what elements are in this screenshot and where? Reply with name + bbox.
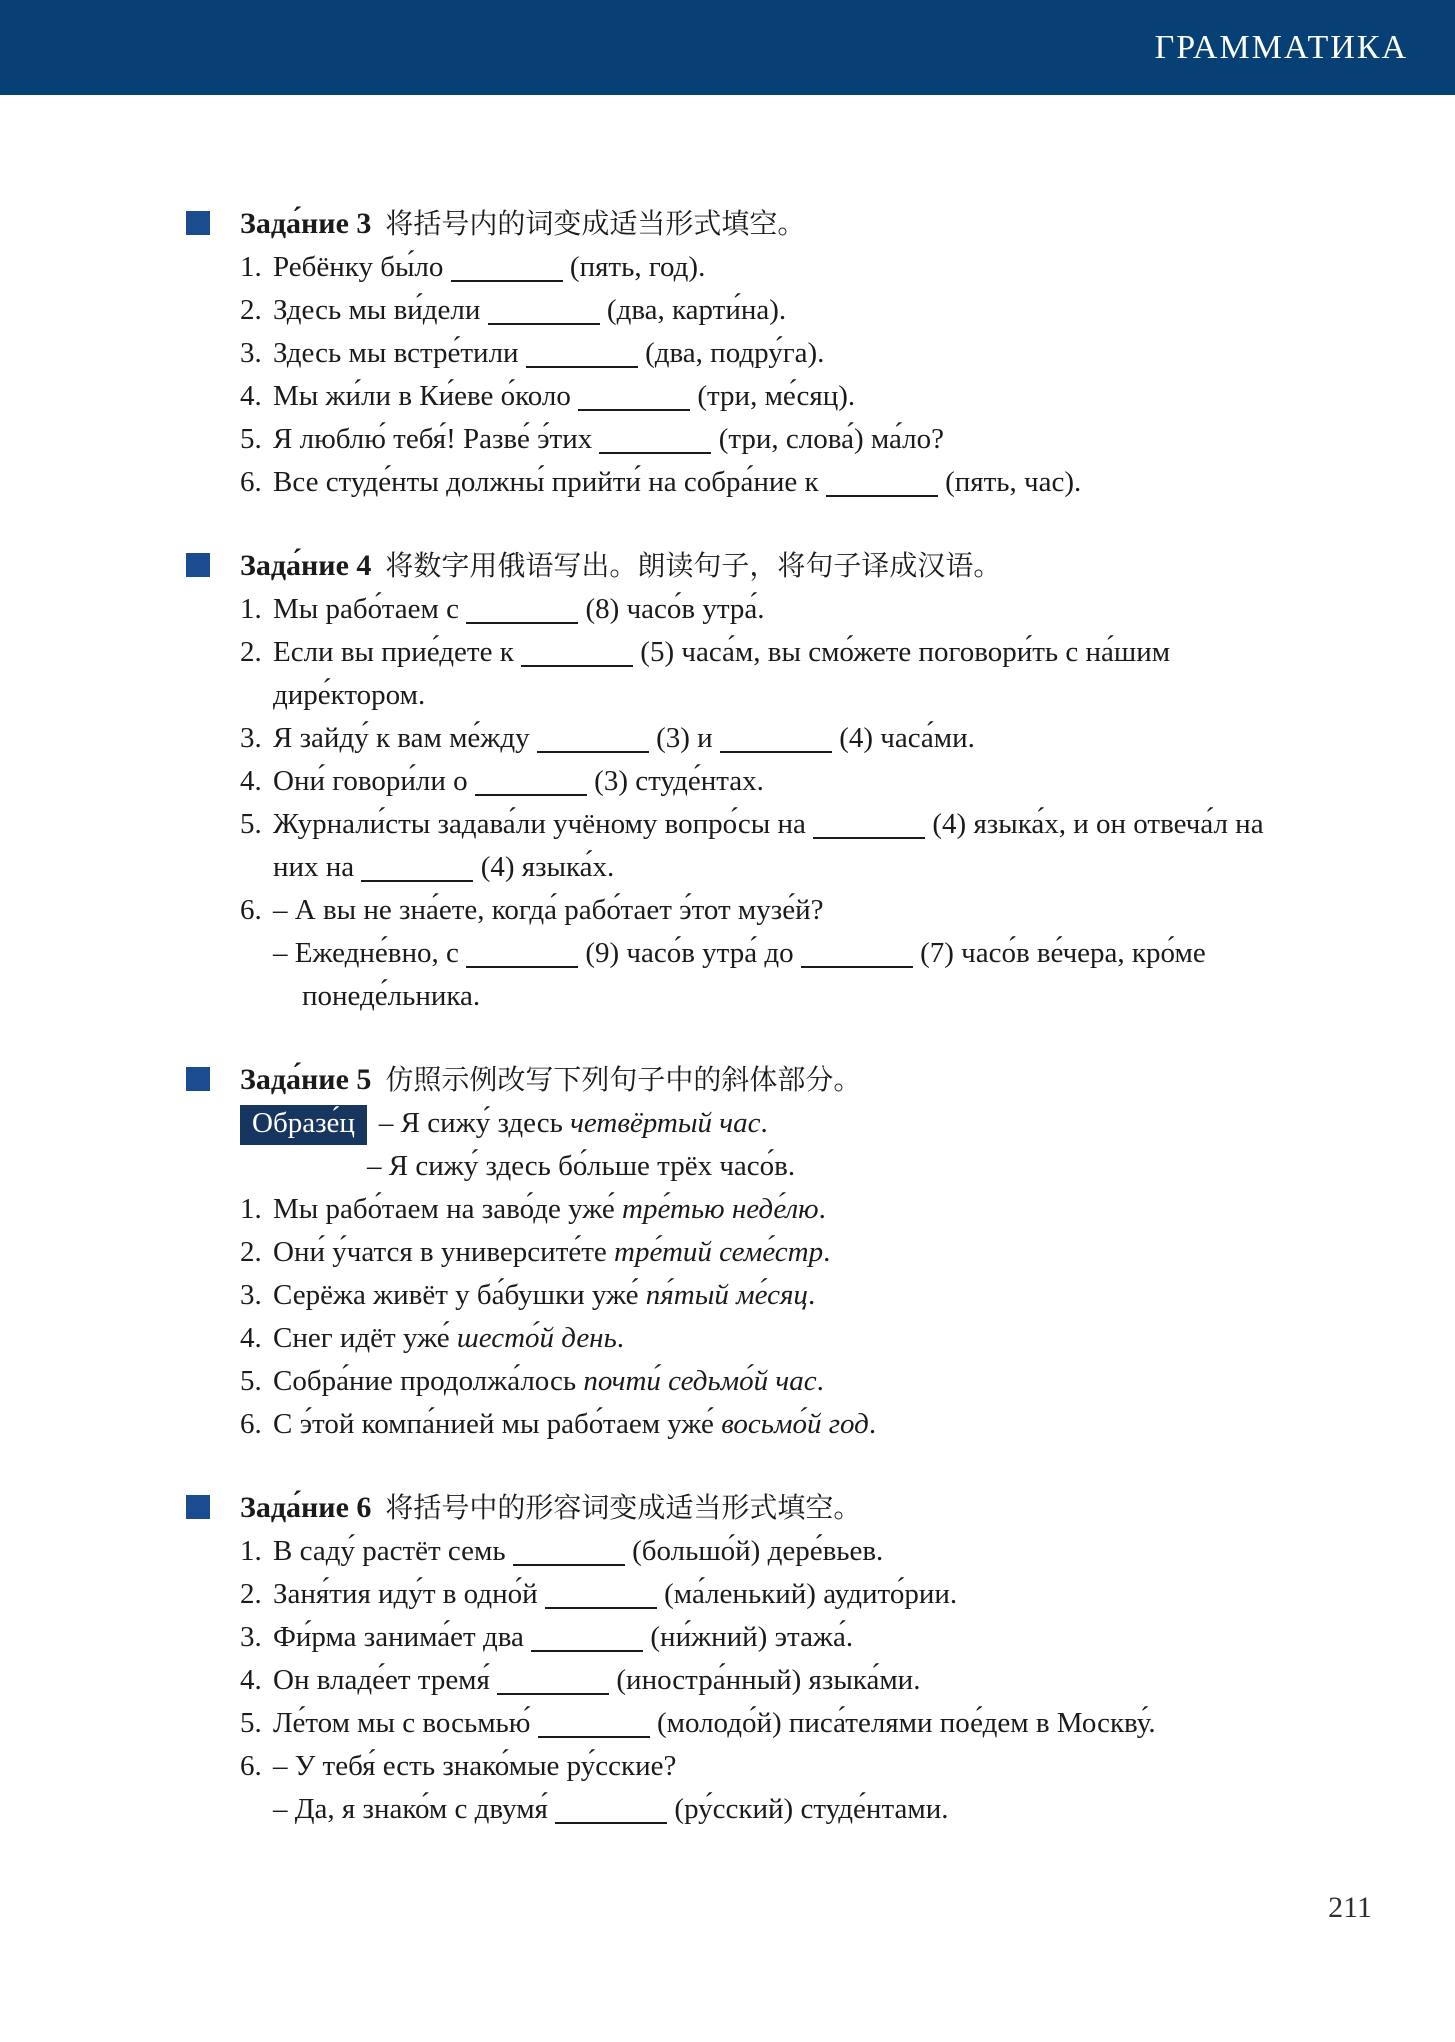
italic-phrase: тре́тий семе́стр: [614, 1236, 824, 1268]
item-line: [240, 1317, 1435, 1360]
blank-line: [531, 1620, 643, 1652]
page-number: 211: [1328, 1891, 1372, 1924]
task-section-4: [240, 544, 1435, 1018]
item-line: [273, 674, 1435, 717]
text-run: – А вы не зна́ете, когда́ рабо́тает э́тот музе́й?: [273, 894, 824, 926]
text-run: Я зайду́ к вам ме́жду: [273, 722, 537, 754]
text-run: Здесь мы встре́тили: [273, 337, 526, 369]
item-line: [240, 375, 1435, 418]
task-label: Зада́ние 3: [240, 207, 372, 240]
blank-line: [497, 1663, 609, 1695]
text-run: дире́ктором.: [273, 679, 426, 711]
blank-line: [801, 936, 913, 968]
item-line: [240, 332, 1435, 375]
item-line: [240, 289, 1435, 332]
item-line: [273, 846, 1435, 889]
task-label: Зада́ние 5: [240, 1063, 372, 1096]
item-number: 3.: [240, 722, 262, 754]
item-number: 5.: [240, 1707, 262, 1739]
text-run: Заня́тия иду́т в одно́й: [273, 1578, 545, 1610]
task-instruction: 将括号内的词变成适当形式填空。: [385, 209, 806, 240]
item-line: [240, 1573, 1435, 1616]
text-run: (молодо́й) писа́телями пое́дем в Москву́.: [649, 1707, 1156, 1739]
task-items: [240, 588, 1435, 1018]
item-line: [240, 246, 1435, 289]
blank-line: [813, 807, 925, 839]
item-line: [240, 803, 1435, 846]
blank-line: [555, 1792, 667, 1824]
text-run: Если вы прие́дете к: [273, 636, 522, 668]
item-number: 6.: [240, 1408, 262, 1440]
task-header: [240, 202, 1435, 246]
text-run: Ребёнку бы́ло: [273, 251, 451, 283]
item-number: 1.: [240, 593, 262, 625]
text-run: (два, карти́на).: [599, 294, 787, 326]
blank-line: [513, 1534, 625, 1566]
item-number: 6.: [240, 466, 262, 498]
task-items: [240, 1530, 1435, 1831]
item-line: [240, 889, 1435, 932]
blank-line: [521, 635, 633, 667]
blank-line: [466, 936, 578, 968]
item-line: [240, 760, 1435, 803]
text-run: Собра́ние продолжа́лось: [273, 1365, 584, 1397]
bullet-square-icon: [186, 553, 210, 577]
task-instruction: 仿照示例改写下列句子中的斜体部分。: [385, 1065, 862, 1096]
item-number: 3.: [240, 337, 262, 369]
item-line: [240, 1616, 1435, 1659]
blank-line: [475, 764, 587, 796]
text-run: – Ежедне́вно, с: [273, 937, 467, 969]
text-run: (ни́жний) этажа́.: [643, 1621, 854, 1653]
blank-line: [537, 721, 649, 753]
text-run: .: [818, 1193, 826, 1225]
task-section-5: [240, 1058, 1435, 1446]
item-number: 6.: [240, 1750, 262, 1782]
italic-phrase: шесто́й день: [456, 1322, 617, 1354]
task-section-6: [240, 1486, 1435, 1831]
text-run: Он владе́ет тремя́: [273, 1664, 498, 1696]
item-line: [273, 1788, 1435, 1831]
item-number: 2.: [240, 636, 262, 668]
bullet-square-icon: [186, 1067, 210, 1091]
text-run: Серёжа живёт у ба́бушки уже́: [273, 1279, 646, 1311]
item-line: [240, 418, 1435, 461]
item-number: 4.: [240, 1322, 262, 1354]
italic-phrase: восьмо́й год: [721, 1408, 869, 1440]
item-line: [240, 1745, 1435, 1788]
text-run: (3) и: [648, 722, 720, 754]
item-number: 4.: [240, 380, 262, 412]
item-number: 5.: [240, 423, 262, 455]
text-run: Я люблю́ тебя́! Разве́ э́тих: [273, 423, 600, 455]
item-line: [240, 1274, 1435, 1317]
task-items: [240, 246, 1435, 504]
text-run: (три, слова́) ма́ло?: [711, 423, 944, 455]
item-number: 4.: [240, 765, 262, 797]
blank-line: [545, 1577, 657, 1609]
text-run: Они́ у́чатся в университе́те: [273, 1236, 615, 1268]
item-number: 1.: [240, 1535, 262, 1567]
text-run: (пять, час).: [937, 466, 1082, 498]
task-header: [240, 1486, 1435, 1530]
item-line: [240, 1530, 1435, 1573]
example-label: Образе́ц: [240, 1105, 367, 1145]
item-line: [240, 631, 1435, 674]
text-run: Мы рабо́таем на заво́де уже́: [273, 1193, 623, 1225]
task-header: [240, 1058, 1435, 1102]
text-run: (3) студе́нтах.: [586, 765, 764, 797]
text-run: Мы жи́ли в Ки́еве о́коло: [273, 380, 579, 412]
item-number: 5.: [240, 1365, 262, 1397]
text-run: Здесь мы ви́дели: [273, 294, 488, 326]
text-run: (ру́сский) студе́нтами.: [667, 1793, 949, 1825]
task-instruction: 将数字用俄语写出。朗读句子，将句子译成汉语。: [385, 551, 1002, 582]
item-line: [240, 1231, 1435, 1274]
item-line: [273, 932, 1435, 975]
blank-line: [361, 850, 473, 882]
text-run: В саду́ растёт семь: [273, 1535, 513, 1567]
text-run: них на: [273, 851, 362, 883]
page-content: [0, 202, 1455, 1925]
italic-phrase: тре́тью неде́лю: [622, 1193, 819, 1225]
text-run: (ма́ленький) аудито́рии.: [656, 1578, 958, 1610]
text-run: С э́той компа́нией мы рабо́таем уже́: [273, 1408, 722, 1440]
chapter-header-bar: [0, 0, 1455, 95]
text-run: (иностра́нный) языка́ми.: [609, 1664, 921, 1696]
bullet-square-icon: [186, 1495, 210, 1519]
text-run: (5) часа́м, вы смо́жете поговори́ть с на́шим: [633, 636, 1171, 668]
item-line: [240, 717, 1435, 760]
text-run: Снег идёт уже́: [273, 1322, 457, 1354]
text-run: (7) часо́в ве́чера, кро́ме: [912, 937, 1206, 969]
text-run: (4) языка́х, и он отвеча́л на: [925, 808, 1264, 840]
text-run: Ле́том мы с восьмью́: [273, 1707, 538, 1739]
blank-line: [526, 336, 638, 368]
item-line: [240, 1403, 1435, 1446]
text-run: понеде́льника.: [302, 980, 481, 1012]
text-run: – Я сижу́ здесь: [378, 1107, 571, 1139]
blank-line: [720, 721, 832, 753]
item-line: [240, 588, 1435, 631]
blank-line: [599, 422, 711, 454]
item-line: [240, 1102, 1435, 1145]
text-run: (4) часа́ми.: [831, 722, 975, 754]
blank-line: [826, 465, 938, 497]
italic-phrase: пя́тый ме́сяц: [645, 1279, 808, 1311]
item-number: 3.: [240, 1279, 262, 1311]
text-run: Мы рабо́таем с: [273, 593, 467, 625]
text-run: .: [616, 1322, 625, 1354]
text-run: (9) часо́в утра́ до: [578, 937, 801, 969]
text-run: Журнали́сты задава́ли учёному вопро́сы на: [273, 808, 814, 840]
item-number: 2.: [240, 1236, 262, 1268]
task-label: Зада́ние 6: [240, 1491, 372, 1524]
text-run: (4) языка́х.: [473, 851, 615, 883]
text-run: .: [823, 1236, 831, 1268]
item-line: [367, 1145, 1435, 1188]
item-line: [240, 1659, 1435, 1702]
text-run: – Да, я знако́м с двумя́: [273, 1793, 556, 1825]
text-run: .: [816, 1365, 824, 1397]
text-run: Фи́рма занима́ет два: [273, 1621, 532, 1653]
text-run: (большо́й) дере́вьев.: [624, 1535, 884, 1567]
text-run: (три, ме́сяц).: [690, 380, 856, 412]
blank-line: [488, 293, 600, 325]
text-run: Все студе́нты должны́ прийти́ на собра́ние к: [273, 466, 826, 498]
item-line: [240, 1360, 1435, 1403]
task-instruction: 将括号中的形容词变成适当形式填空。: [385, 1493, 862, 1524]
blank-line: [466, 592, 578, 624]
task-items: [240, 1102, 1435, 1446]
item-number: 5.: [240, 808, 262, 840]
blank-line: [538, 1706, 650, 1738]
italic-phrase: почти́ седьмо́й час: [583, 1365, 817, 1397]
item-number: 4.: [240, 1664, 262, 1696]
chapter-title: ГРАММАТИКА: [1154, 28, 1408, 66]
text-run: .: [760, 1107, 768, 1139]
item-number: 2.: [240, 1578, 262, 1610]
item-line: [240, 461, 1435, 504]
tasks-container: [240, 202, 1435, 1831]
text-run: .: [868, 1408, 877, 1440]
text-run: – Я сижу́ здесь бо́льше трёх часо́в.: [367, 1150, 796, 1182]
text-run: – У тебя́ есть знако́мые ру́сские?: [273, 1750, 677, 1782]
task-header: [240, 544, 1435, 588]
item-line: [240, 1702, 1435, 1745]
blank-line: [451, 250, 563, 282]
text-run: (пять, год).: [562, 251, 706, 283]
item-number: 6.: [240, 894, 262, 926]
task-label: Зада́ние 4: [240, 549, 372, 582]
italic-phrase: четвёртый час: [570, 1107, 761, 1139]
blank-line: [578, 379, 690, 411]
item-line: [302, 975, 1435, 1018]
item-number: 2.: [240, 294, 262, 326]
text-run: (8) часо́в утра́.: [578, 593, 765, 625]
item-number: 1.: [240, 251, 262, 283]
item-line: [240, 1188, 1435, 1231]
text-run: .: [807, 1279, 816, 1311]
bullet-square-icon: [186, 211, 210, 235]
text-run: Они́ говори́ли о: [273, 765, 475, 797]
task-section-3: [240, 202, 1435, 504]
item-number: 1.: [240, 1193, 262, 1225]
item-number: 3.: [240, 1621, 262, 1653]
text-run: (два, подру́га).: [637, 337, 825, 369]
